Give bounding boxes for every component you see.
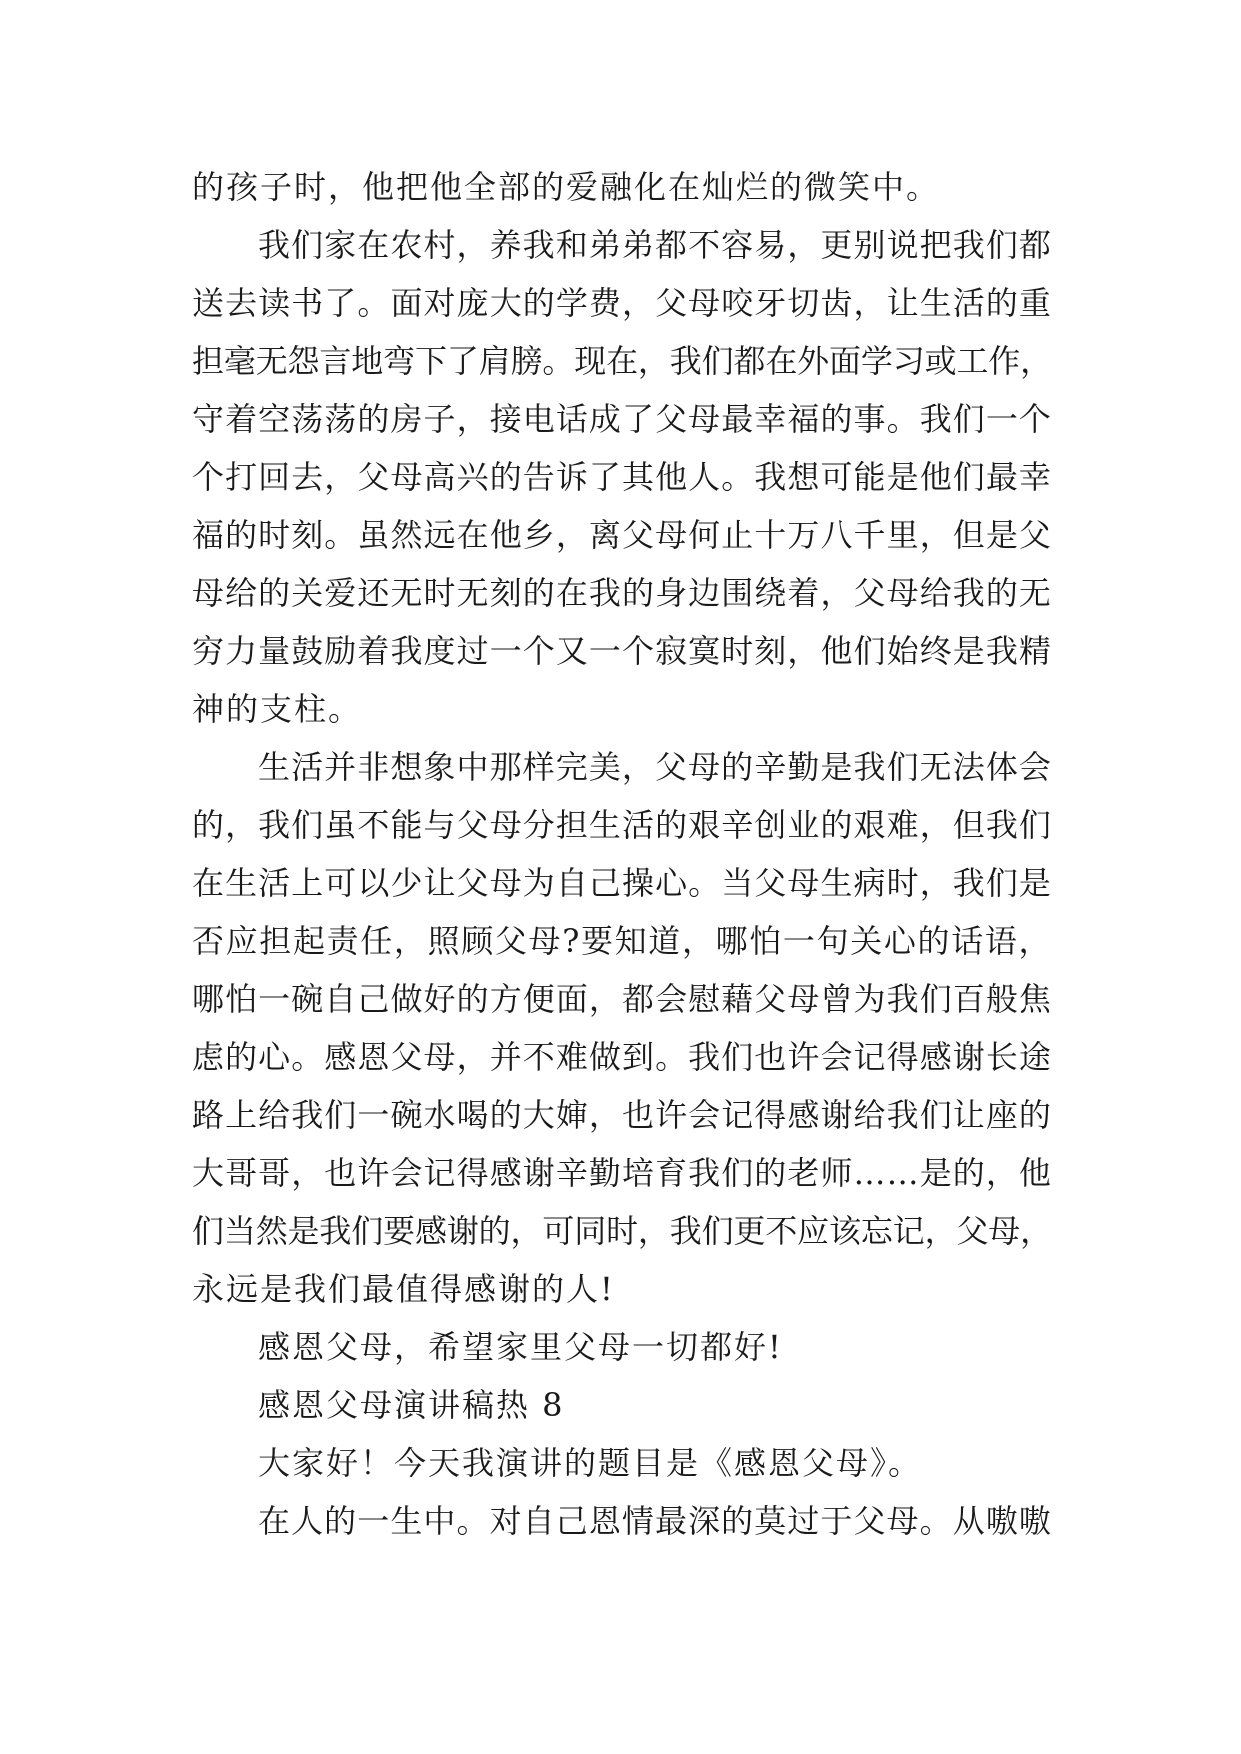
document-body <box>192 158 1052 1550</box>
text-line: 我们家在农村，养我和弟弟都不容易，更别说把我们都 <box>258 226 1053 264</box>
text-line: 送去读书了。面对庞大的学费，父母咬牙切齿，让生活的重 <box>192 284 1053 322</box>
text-line: 担毫无怨言地弯下了肩膀。现在，我们都在外面学习或工作， <box>192 342 1053 380</box>
text-line: 福的时刻。虽然远在他乡，离父母何止十万八千里，但是父 <box>192 516 1053 554</box>
paragraph-last <box>192 1492 1052 1550</box>
text-line: 否应担起责任，照顾父母?要知道，哪怕一句关心的话语， <box>192 922 1053 960</box>
text-line: 在人的一生中。对自己恩情最深的莫过于父母。从嗷嗷 <box>258 1502 1053 1540</box>
text-line: 路上给我们一碗水喝的大婶，也许会记得感谢给我们让座的 <box>192 1096 1053 1134</box>
text-line: 守着空荡荡的房子，接电话成了父母最幸福的事。我们一个 <box>192 400 1053 438</box>
text-line: 虑的心。感恩父母，并不难做到。我们也许会记得感谢长途 <box>192 1038 1053 1076</box>
text-line: 穷力量鼓励着我度过一个又一个寂寞时刻，他们始终是我精 <box>192 632 1053 670</box>
paragraph-1 <box>192 158 1052 216</box>
text-line: 永远是我们最值得感谢的人! <box>192 1270 615 1308</box>
text-line: 在生活上可以少让父母为自己操心。当父母生病时，我们是 <box>192 864 1053 902</box>
text-line: 的孩子时，他把他全部的爱融化在灿烂的微笑中。 <box>192 168 941 206</box>
heading-text: 感恩父母演讲稿热 8 <box>258 1386 565 1424</box>
paragraph-4 <box>192 1318 1052 1376</box>
text-line: 母给的关爱还无时无刻的在我的身边围绕着，父母给我的无 <box>192 574 1053 612</box>
paragraph-greeting <box>192 1434 1052 1492</box>
text-line: 们当然是我们要感谢的，可同时，我们更不应该忘记，父母， <box>192 1212 1053 1250</box>
text-line: 的，我们虽不能与父母分担生活的艰辛创业的艰难，但我们 <box>192 806 1053 844</box>
text-line: 感恩父母，希望家里父母一切都好! <box>258 1328 783 1366</box>
text-line: 大家好！今天我演讲的题目是《感恩父母》。 <box>258 1444 923 1482</box>
text-line: 大哥哥，也许会记得感谢辛勤培育我们的老师……是的，他 <box>192 1154 1053 1192</box>
text-line: 个打回去，父母高兴的告诉了其他人。我想可能是他们最幸 <box>192 458 1053 496</box>
text-line: 生活并非想象中那样完美，父母的辛勤是我们无法体会 <box>258 748 1053 786</box>
paragraph-2 <box>192 216 1052 738</box>
text-line: 哪怕一碗自己做好的方便面，都会慰藉父母曾为我们百般焦 <box>192 980 1053 1018</box>
section-heading <box>192 1376 1052 1434</box>
paragraph-3 <box>192 738 1052 1318</box>
text-line: 神的支柱。 <box>192 690 363 728</box>
